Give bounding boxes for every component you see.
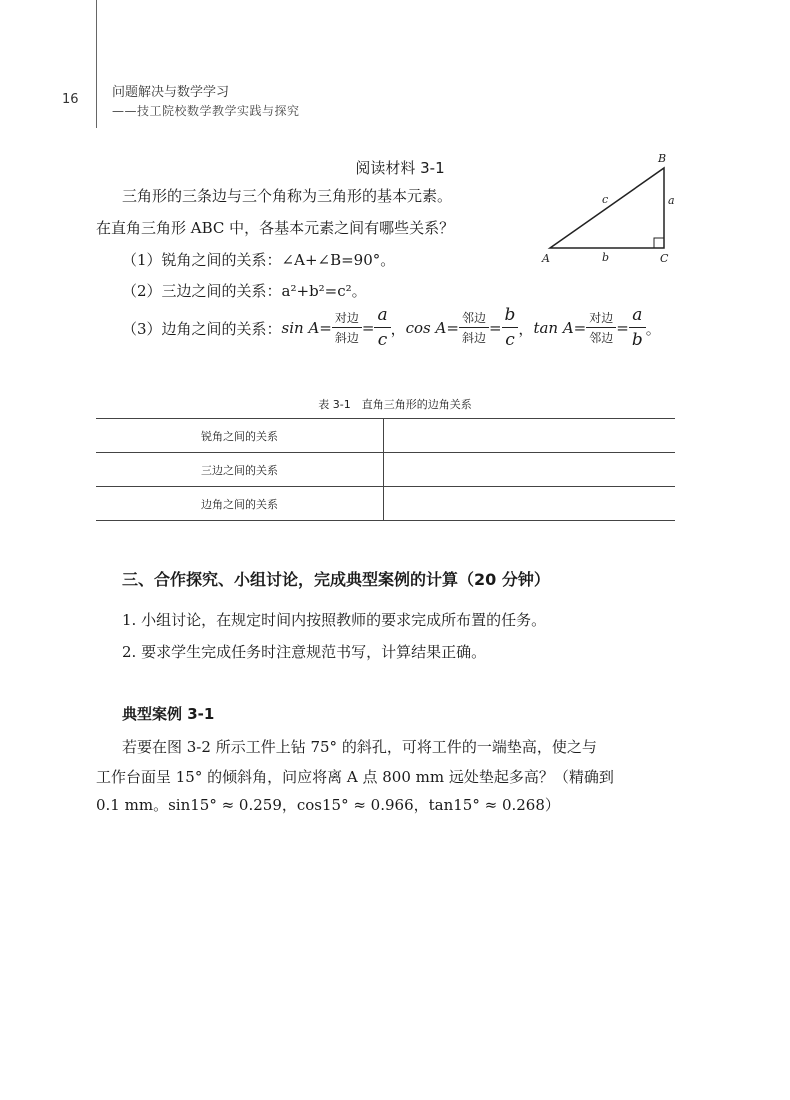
right-angle-mark xyxy=(654,238,664,248)
tan-letter-denominator: b xyxy=(631,330,643,350)
sin-equals: = xyxy=(361,319,375,337)
relation-acute-angles: （1）锐角之间的关系：∠A+∠B=90°。 xyxy=(122,251,396,269)
vertex-c-label: C xyxy=(660,252,669,265)
table-row-value xyxy=(384,419,676,453)
tan-word-numerator: 对边 xyxy=(586,312,616,328)
relations-table xyxy=(96,418,675,521)
right-triangle-figure xyxy=(540,148,680,270)
separator-2: ， xyxy=(518,319,534,338)
case-line-1: 若要在图 3-2 所示工件上钻 75° 的斜孔，可将工件的一端垫高，使之与 xyxy=(122,738,597,756)
cos-letter-denominator: c xyxy=(505,330,515,350)
cos-lhs: cos A= xyxy=(405,319,459,337)
sin-letter-fraction xyxy=(374,307,390,349)
table-row-value xyxy=(384,453,676,487)
side-c-label: c xyxy=(602,193,609,206)
relation-three-sides: （2）三边之间的关系：a²+b²=c²。 xyxy=(122,282,367,300)
side-a-label: a xyxy=(668,194,675,207)
section-title: 三、合作探究、小组讨论，完成典型案例的计算（20 分钟） xyxy=(122,570,550,589)
sin-word-numerator: 对边 xyxy=(332,312,362,328)
cos-letter-fraction xyxy=(502,307,519,349)
tan-word-fraction xyxy=(586,312,616,344)
case-title: 典型案例 3-1 xyxy=(122,705,215,723)
sin-word-fraction xyxy=(332,312,362,344)
sin-letter-numerator: a xyxy=(374,307,390,328)
side-b-label: b xyxy=(602,251,610,264)
cos-letter-numerator: b xyxy=(502,307,519,328)
tan-equals: = xyxy=(616,319,629,337)
tan-word-denominator: 邻边 xyxy=(589,331,614,345)
separator-1: ， xyxy=(390,319,406,338)
tan-lhs: tan A= xyxy=(533,319,587,337)
relation-sides-angles xyxy=(122,307,661,349)
table-row xyxy=(96,453,675,487)
table-row-label: 边角之间的关系 xyxy=(96,487,384,521)
section-item-2: 2. 要求学生完成任务时注意规范书写，计算结果正确。 xyxy=(122,643,487,661)
table-row-label: 三边之间的关系 xyxy=(96,453,384,487)
tan-letter-numerator: a xyxy=(629,307,646,328)
table-row-label: 锐角之间的关系 xyxy=(96,419,384,453)
header-divider xyxy=(96,0,97,128)
reading-line-2: 在直角三角形 ABC 中，各基本元素之间有哪些关系？ xyxy=(96,219,455,237)
tan-letter-fraction xyxy=(629,307,646,349)
page-number: 16 xyxy=(62,92,79,107)
book-title: 问题解决与数学学习 xyxy=(112,85,230,100)
book-subtitle: ——技工院校数学教学实践与探究 xyxy=(112,104,300,118)
relation-sides-angles-label: （3）边角之间的关系： xyxy=(122,319,282,338)
cos-equals: = xyxy=(488,319,502,337)
formula-end: 。 xyxy=(645,319,661,338)
case-line-2: 工作台面呈 15° 的倾斜角，问应将离 A 点 800 mm 远处垫起多高？（精确到 xyxy=(96,768,614,786)
case-line-3: 0.1 mm。sin15° ≈ 0.259，cos15° ≈ 0.966，tan15° ≈ 0.268） xyxy=(96,796,560,814)
table-row xyxy=(96,487,675,521)
vertex-a-label: A xyxy=(542,252,550,265)
sin-letter-denominator: c xyxy=(377,330,388,350)
cos-word-numerator: 邻边 xyxy=(459,312,489,328)
vertex-b-label: B xyxy=(658,152,667,165)
table-row-value xyxy=(384,487,676,521)
cos-word-denominator: 斜边 xyxy=(461,331,486,345)
sin-lhs: sin A= xyxy=(281,319,332,337)
table-row xyxy=(96,419,675,453)
reading-material-title: 阅读材料 3-1 xyxy=(355,159,445,177)
cos-word-fraction xyxy=(459,312,489,344)
section-item-1: 1. 小组讨论，在规定时间内按照教师的要求完成所布置的任务。 xyxy=(122,611,547,629)
sin-word-denominator: 斜边 xyxy=(334,331,359,345)
table-caption: 表 3-1 直角三角形的边角关系 xyxy=(318,398,472,411)
triangle-shape xyxy=(550,168,664,248)
reading-line-1: 三角形的三条边与三个角称为三角形的基本元素。 xyxy=(122,187,453,205)
